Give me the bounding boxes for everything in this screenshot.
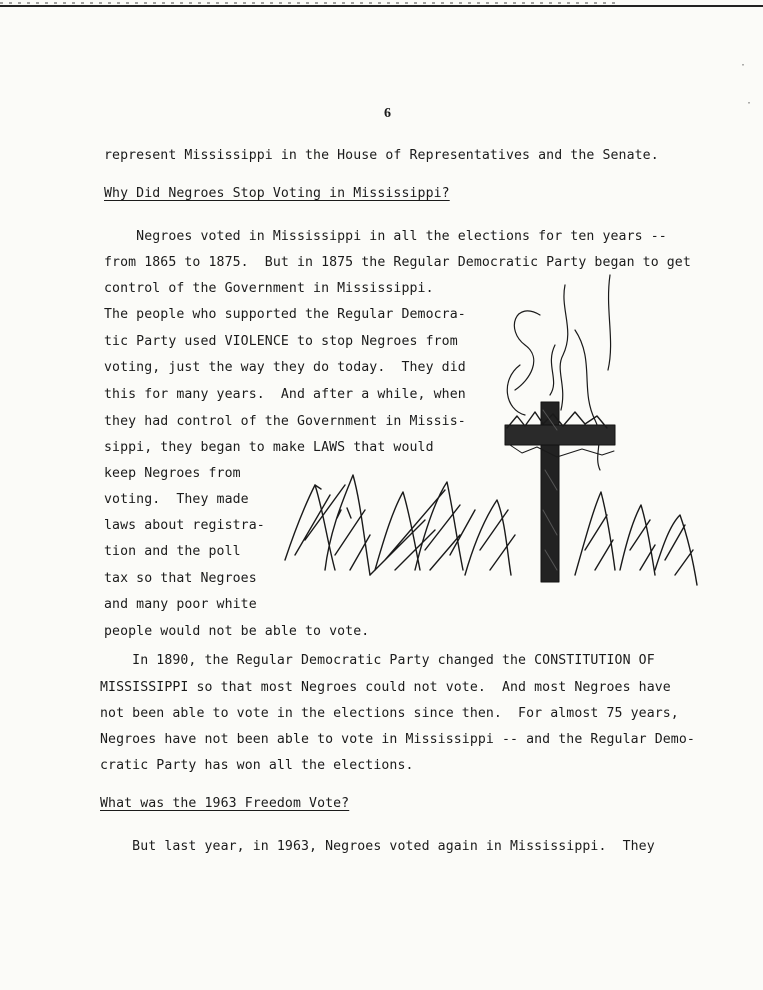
text-line: sippi, they began to make LAWS that would bbox=[104, 440, 434, 455]
text-line: control of the Government in Mississippi. bbox=[104, 281, 434, 296]
text-line: tax so that Negroes bbox=[104, 571, 257, 586]
text-line: Negroes voted in Mississippi in all the elections for ten years -- bbox=[104, 229, 667, 244]
text-line: represent Mississippi in the House of Representatives and the Senate. bbox=[104, 148, 659, 163]
hooded-figures-icon bbox=[285, 475, 697, 585]
text-line: not been able to vote in the elections since then. For almost 75 years, bbox=[100, 706, 679, 721]
page-top-edge bbox=[0, 0, 763, 10]
scan-speck: · bbox=[740, 60, 747, 71]
text-line: this for many years. And after a while, when bbox=[104, 387, 466, 402]
klan-burning-cross-drawing bbox=[275, 270, 705, 600]
text-line: keep Negroes from bbox=[104, 466, 241, 481]
text-line: voting. They made bbox=[104, 492, 249, 507]
text-line: But last year, in 1963, Negroes voted again in Mississippi. They bbox=[100, 839, 655, 854]
text-line: laws about registra- bbox=[104, 518, 265, 533]
text-line: In 1890, the Regular Democratic Party changed the CONSTITUTION OF bbox=[100, 653, 655, 668]
text-line: MISSISSIPPI so that most Negroes could not vote. And most Negroes have bbox=[100, 680, 671, 695]
text-line: they had control of the Government in Missis- bbox=[104, 414, 466, 429]
text-line: tion and the poll bbox=[104, 544, 241, 559]
text-line: voting, just the way they do today. They did bbox=[104, 360, 466, 375]
page-number: 6 bbox=[384, 106, 391, 121]
section-heading-why-stop-voting: Why Did Negroes Stop Voting in Mississippi? bbox=[104, 186, 450, 201]
text-line: Negroes have not been able to vote in Mississippi -- and the Regular Demo- bbox=[100, 732, 695, 747]
section-heading-freedom-vote: What was the 1963 Freedom Vote? bbox=[100, 796, 350, 811]
text-line: cratic Party has won all the elections. bbox=[100, 758, 414, 773]
scan-speck: · bbox=[746, 98, 753, 109]
text-line: from 1865 to 1875. But in 1875 the Regular Democratic Party began to get bbox=[104, 255, 691, 270]
text-line: tic Party used VIOLENCE to stop Negroes from bbox=[104, 334, 458, 349]
text-line: and many poor white bbox=[104, 597, 257, 612]
burning-cross-icon bbox=[505, 402, 615, 582]
text-line: people would not be able to vote. bbox=[104, 624, 370, 639]
text-line: The people who supported the Regular Democra- bbox=[104, 307, 466, 322]
